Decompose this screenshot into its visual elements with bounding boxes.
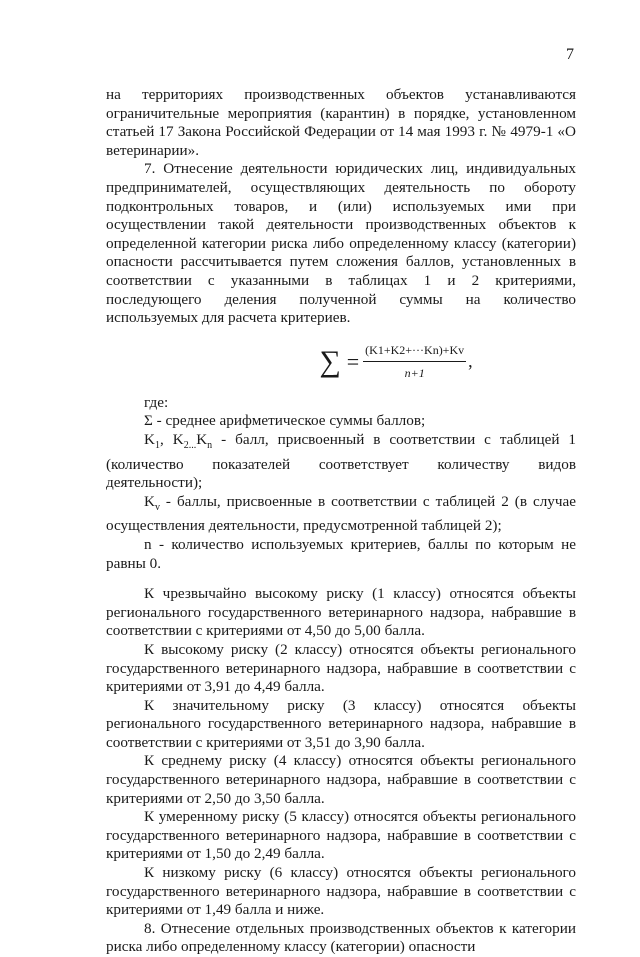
definition-sigma: Σ - среднее арифметическое суммы баллов; bbox=[144, 412, 426, 430]
kv-symbol: K bbox=[144, 492, 155, 510]
formula-fraction bbox=[363, 341, 466, 383]
k2-subscript: 2 bbox=[183, 439, 189, 451]
paragraph-8: 8. Отнесение отдельных производственных объектов к категории риска либо определенному классу (категории) опасности bbox=[106, 919, 576, 956]
risk-class-4: К среднему риску (4 классу) относятся объекты регионального государственного ветеринарного надзора, набравшие в соответствии с критериями от 2,50 до 3,50 балла. bbox=[106, 752, 576, 807]
risk-class-3: К значительному риску (3 классу) относятся объекты регионального государственного ветеринарного надзора, набравшие в соответствии с критериями от 3,51 до 3,90 балла. bbox=[106, 696, 576, 751]
definition-n: n - количество используемых критериев, баллы по которым не равны 0. bbox=[106, 535, 576, 572]
formula-denominator: n+1 bbox=[404, 366, 425, 381]
definition-k-text: - балл, присвоенный в соответствии с таблицей 1 (количество показателей соответствует количеству видов деятельности); bbox=[106, 430, 576, 492]
paragraph-7: 7. Отнесение деятельности юридических лиц, индивидуальных предпринимателей, осуществляющих деятельность по обороту подконтрольных товаров, и (или) используемых ими при осуществлении такой деятельности производственных объектов к определенной категории риска либо определенному классу (категории) опасности рассчитывается путем сложения баллов, установленных в соответствии с указанными в таблицах 1 и 2 критериями, последующего деления полученной суммы на количество используемых для расчета критериев. bbox=[106, 160, 576, 327]
definition-kv-text: - баллы, присвоенные в соответствии с таблицей 2 (в случае осуществления деятельности, предусмотренной таблицей 2); bbox=[106, 492, 576, 535]
risk-class-6: К низкому риску (6 классу) относятся объекты регионального государственного ветеринарного надзора, набравшие в соответствии с критериями от 1,49 балла и ниже. bbox=[106, 864, 576, 919]
k-dots: ... bbox=[188, 439, 197, 451]
kn-subscript: n bbox=[207, 439, 213, 451]
formula-comma: , bbox=[468, 351, 473, 372]
kv-subscript: v bbox=[154, 501, 160, 513]
risk-class-1: К чрезвычайно высокому риску (1 классу) относятся объекты регионального государственного ветеринарного надзора, набравшие в соответствии с критериями от 4,50 до 5,00 балла. bbox=[106, 585, 576, 640]
risk-class-5: К умеренному риску (5 классу) относятся объекты регионального государственного ветеринарного надзора, набравшие в соответствии с критериями от 1,50 до 2,49 балла. bbox=[106, 808, 576, 863]
definition-kv bbox=[106, 493, 576, 536]
formula bbox=[106, 332, 576, 392]
formula-equals: = bbox=[346, 348, 360, 374]
definition-k: $K_1$, $K_{2...}K_n$ - балл, присвоенный в соответствии с таблицей 1 (количество показателей соответствует количеству видов деятельности); bbox=[106, 430, 576, 492]
paragraph-quarantine: на территориях производственных объектов устанавливаются ограничительные мероприятия (карантин) в порядке, установленном статьей 17 Закона Российской Федерации от 14 мая 1993 г. № 4979-1 «О ветеринарии». bbox=[106, 86, 576, 159]
kn-symbol: K bbox=[196, 430, 208, 448]
k1-subscript: 1 bbox=[154, 439, 160, 451]
k2-symbol: K bbox=[172, 430, 184, 448]
where-label: где: bbox=[144, 393, 169, 411]
formula-sigma: ∑ bbox=[319, 344, 341, 378]
k1-symbol: K bbox=[144, 430, 155, 448]
formula-numerator: (K1+K2+···Kn)+Kv bbox=[363, 341, 466, 363]
risk-class-2: К высокому риску (2 классу) относятся объекты регионального государственного ветеринарного надзора, набравшие в соответствии с критериями от 3,91 до 4,49 балла. bbox=[106, 640, 576, 696]
page-number: 7 bbox=[566, 46, 574, 63]
document-body bbox=[106, 86, 576, 957]
